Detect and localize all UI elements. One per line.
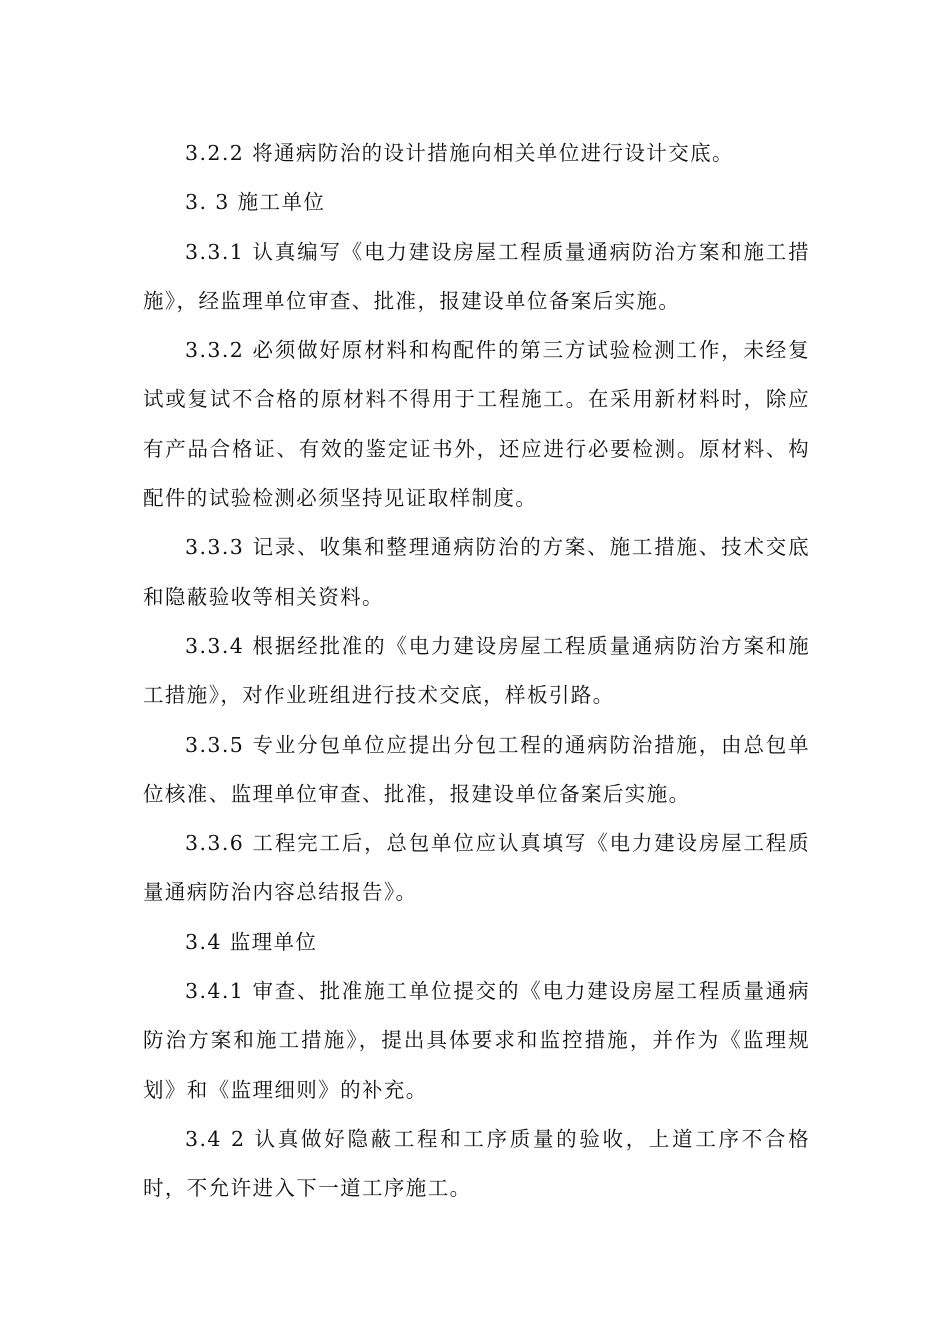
document-body (143, 129, 810, 1214)
paragraph-3-3-3: 3.3.3 记录、收集和整理通病防治的方案、施工措施、技术交底和隐蔽验收等相关资料。 (143, 535, 810, 609)
paragraph-3-3-6: 3.3.6 工程完工后，总包单位应认真填写《电力建设房屋工程质量通病防治内容总结报告》。 (143, 831, 810, 905)
paragraph-3-2-2: 3.2.2 将通病防治的设计措施向相关单位进行设计交底。 (185, 141, 734, 165)
heading-3-3-construction-unit: 3. 3 施工单位 (185, 190, 326, 215)
paragraph-3-3-2: 3.3.2 必须做好原材料和构配件的第三方试验检测工作，未经复试或复试不合格的原材料不得用于工程施工。在采用新材料时，除应有产品合格证、有效的鉴定证书外，还应进行必要检测。原材料、构配件的试验检测必须坚持见证取样制度。 (143, 338, 810, 511)
paragraph-3-3-4: 3.3.4 根据经批准的《电力建设房屋工程质量通病防治方案和施工措施》，对作业班组进行技术交底，样板引路。 (143, 633, 810, 708)
heading-3-4-supervision-unit: 3.4 监理单位 (185, 929, 318, 954)
paragraph-3-3-5: 3.3.5 专业分包单位应提出分包工程的通病防治措施，由总包单位核准、监理单位审查、批准，报建设单位备案后实施。 (143, 732, 810, 806)
paragraph-3-4-1: 3.4.1 审查、批准施工单位提交的《电力建设房屋工程质量通病防治方案和施工措施》，提出具体要求和监控措施，并作为《监理规划》和《监理细则》的补充。 (143, 979, 810, 1102)
paragraph-3-4-2: 3.4 2 认真做好隐蔽工程和工序质量的验收，上道工序不合格时，不允许进入下一道工序施工。 (143, 1126, 810, 1201)
paragraph-3-3-1: 3.3.1 认真编写《电力建设房屋工程质量通病防治方案和施工措施》，经监理单位审查、批准，报建设单位备案后实施。 (143, 239, 810, 313)
